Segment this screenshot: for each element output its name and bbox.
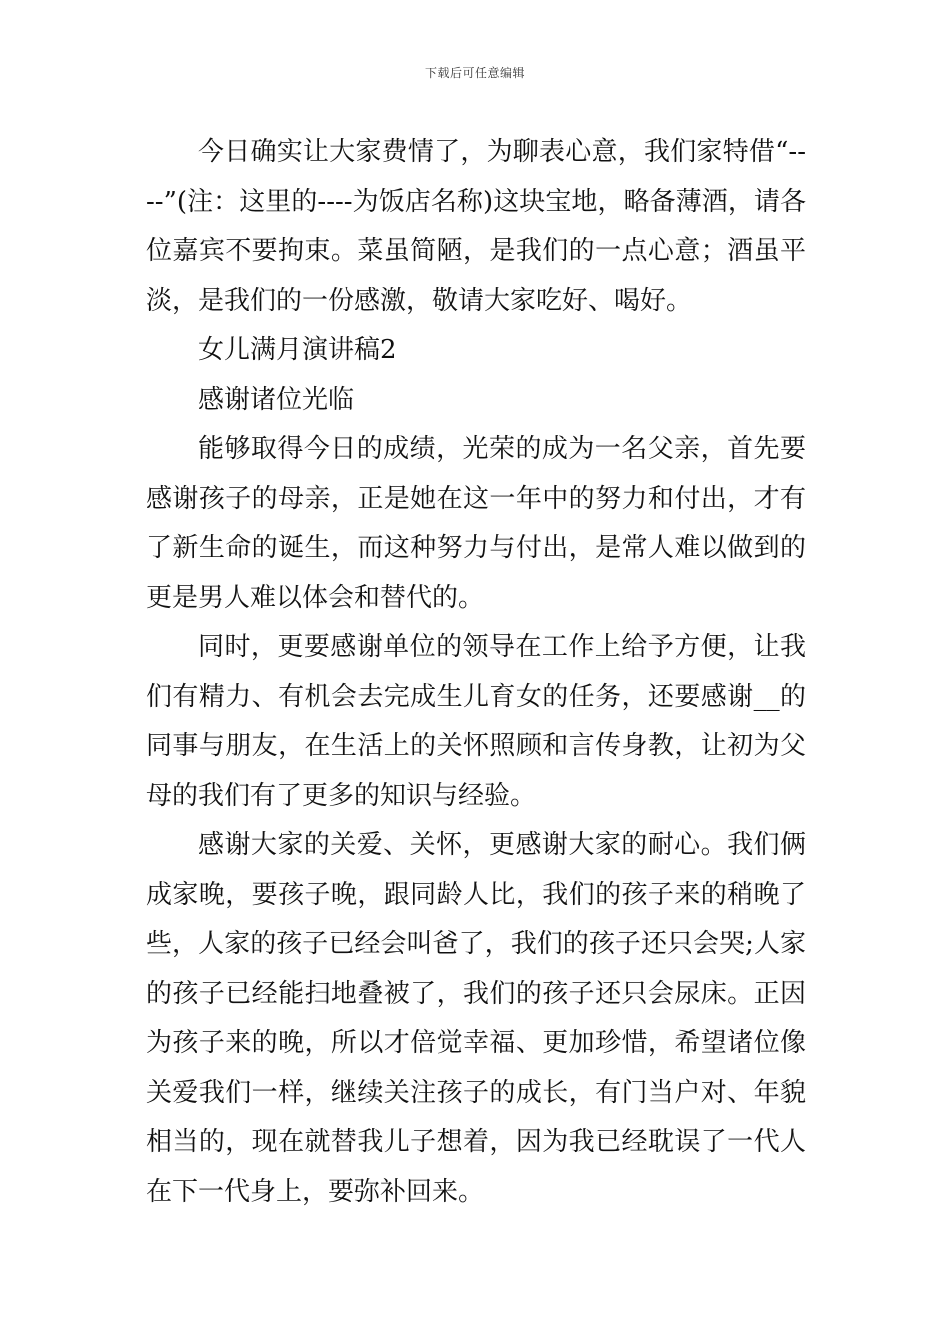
- section-title: 女儿满月演讲稿2: [198, 335, 397, 365]
- document-body: [146, 128, 806, 1217]
- paragraph-thank-mother: 能够取得今日的成绩，光荣的成为一名父亲，首先要感谢孩子的母亲，正是她在这一年中的努力和付出，才有了新生命的诞生，而这种努力与付出，是常人难以做到的更是男人难以体会和替代的。: [146, 434, 806, 613]
- paragraph-greeting: 感谢诸位光临: [198, 384, 355, 415]
- paragraph-thank-everyone: 感谢大家的关爱、关怀，更感谢大家的耐心。我们俩成家晚，要孩子晚，跟同龄人比，我们的孩子来的稍晚了些，人家的孩子已经会叫爸了，我们的孩子还只会哭;人家的孩子已经能扫地叠被了，我们的孩子还只会尿床。正因为孩子来的晚，所以才倍觉幸福、更加珍惜，希望诸位像关爱我们一样，继续关注孩子的成长，有门当户对、年貌相当的，现在就替我儿子想着，因为我已经耽误了一代人在下一代身上，要弥补回来。: [146, 830, 806, 1207]
- paragraph-thank-colleagues: 同时，更要感谢单位的领导在工作上给予方便，让我们有精力、有机会去完成生儿育女的任务，还要感谢__的同事与朋友，在生活上的关怀照顾和言传身教，让初为父母的我们有了更多的知识与经验。: [146, 632, 806, 811]
- paragraph-banquet-thanks: 今日确实让大家费情了，为聊表心意，我们家特借“----”(注：这里的----为饭店名称)这块宝地，略备薄酒，请各位嘉宾不要拘束。菜虽简陋，是我们的一点心意；酒虽平淡，是我们的一份感激，敬请大家吃好、喝好。: [146, 137, 806, 316]
- page-header: 下载后可任意编辑: [424, 66, 525, 80]
